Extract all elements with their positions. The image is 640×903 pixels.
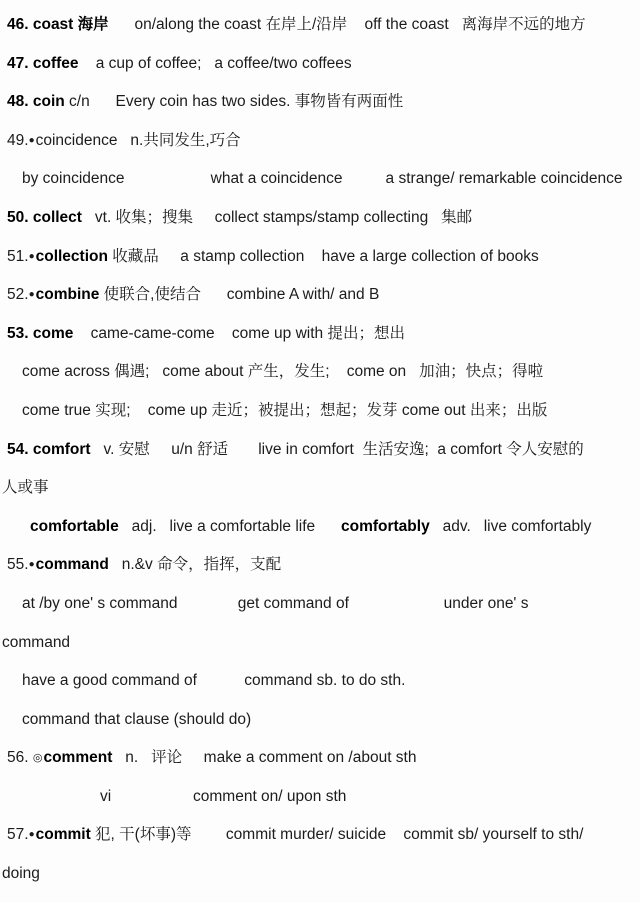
text-run: vt. 收集；搜集 collect stamps/stamp collecting 集邮 <box>81 208 473 226</box>
text-run: 人或事 <box>2 479 49 497</box>
bullet-ring-icon: ◎ <box>32 752 44 765</box>
bullet-dot-icon: ● <box>28 829 36 841</box>
entry-56-comment <box>0 739 640 778</box>
text-run: n.&v 命令，指挥，支配 <box>108 556 282 574</box>
text-run: c/n Every coin has two sides. 事物皆有两面性 <box>64 93 404 111</box>
text-run: 52. <box>7 286 29 304</box>
entry-47-coffee <box>0 45 640 84</box>
entry-55-phrases-2 <box>0 662 640 701</box>
entry-56-phrases <box>0 778 640 817</box>
entry-52-combine <box>0 276 640 315</box>
headword-text: command <box>35 556 109 574</box>
text-run: came-came-come come up with 提出；想出 <box>73 324 405 342</box>
entry-55-phrases-3 <box>0 701 640 740</box>
entry-57-wrap <box>0 855 640 894</box>
text-run: command <box>2 633 71 651</box>
bullet-dot-icon: ● <box>28 559 36 571</box>
entry-53-phrases-1 <box>0 353 640 392</box>
text-run: adv. live comfortably <box>429 517 592 535</box>
headword-text: comfortably <box>340 517 430 535</box>
headword-text: comment <box>43 749 113 767</box>
headword-text: commit <box>35 826 91 844</box>
entry-48-coin <box>0 83 640 122</box>
bullet-dot-icon: ● <box>28 289 36 301</box>
entry-50-collect <box>0 199 640 238</box>
headword-text: 48. coin <box>7 93 65 111</box>
text-run: come true 实现; come up 走近；被提出；想起；发芽 come out 出来；出版 <box>22 401 548 419</box>
headword-text: 46. coast 海岸 <box>7 16 109 33</box>
text-run: coincidence n.共同发生,巧合 <box>35 131 241 149</box>
text-run: 55. <box>7 556 29 574</box>
entry-55-phrases-1 <box>0 585 640 624</box>
text-run: v. 安慰 u/n 舒适 live in comfort 生活安逸; a comfort 令人安慰的 <box>90 440 584 458</box>
text-run: 57. <box>7 826 29 844</box>
text-run: command that clause (should do) <box>22 710 252 728</box>
text-run: adj. live a comfortable life <box>118 517 341 535</box>
headword-text: 47. coffee <box>7 54 79 72</box>
headword-text: 53. come <box>7 324 74 342</box>
text-run: 49. <box>7 131 29 149</box>
entry-54-comfort <box>0 431 640 470</box>
bullet-dot-icon: ● <box>28 134 36 146</box>
text-run: vi comment on/ upon sth <box>100 787 347 805</box>
entry-54-derivatives <box>0 508 640 547</box>
entry-55-command <box>0 546 640 585</box>
entry-49-phrases <box>0 160 640 199</box>
text-run: a cup of coffee; a coffee/two coffees <box>78 54 352 72</box>
entry-53-come <box>0 315 640 354</box>
text-run: have a good command of command sb. to do sth. <box>22 672 406 690</box>
entry-54-wrap <box>0 469 640 508</box>
headword-text: 50. collect <box>7 208 82 226</box>
entry-57-commit <box>0 816 640 855</box>
headword-text: comfortable <box>30 517 119 535</box>
text-run: doing <box>2 865 40 883</box>
text-run: 51. <box>7 247 29 265</box>
text-run: by coincidence what a coincidence a strange/ remarkable coincidence <box>22 170 623 188</box>
entry-55-wrap <box>0 624 640 663</box>
text-run: 收藏品 a stamp collection have a large collection of books <box>107 247 539 265</box>
text-run: 56. <box>7 749 33 767</box>
headword-text: 54. comfort <box>7 440 91 458</box>
text-run: on/along the coast 在岸上/沿岸 off the coast 离海岸不远的地方 <box>108 16 586 33</box>
entry-46-coast <box>0 6 640 45</box>
entry-51-collection <box>0 238 640 277</box>
entry-53-phrases-2 <box>0 392 640 431</box>
text-run: come across 偶遇; come about 产生，发生; come on 加油；快点；得啦 <box>22 363 544 381</box>
text-run: 使联合,使结合 combine A with/ and B <box>99 286 380 304</box>
entry-49-coincidence <box>0 122 640 161</box>
headword-text: collection <box>35 247 108 265</box>
text-run: 犯, 干(坏事)等 commit murder/ suicide commit sb/ yourself to sth/ <box>90 826 584 844</box>
bullet-dot-icon: ● <box>28 250 36 262</box>
text-run: n. 评论 make a comment on /about sth <box>112 749 417 767</box>
headword-text: combine <box>35 286 100 304</box>
text-run: at /by one' s command get command of under one' s <box>22 594 529 612</box>
